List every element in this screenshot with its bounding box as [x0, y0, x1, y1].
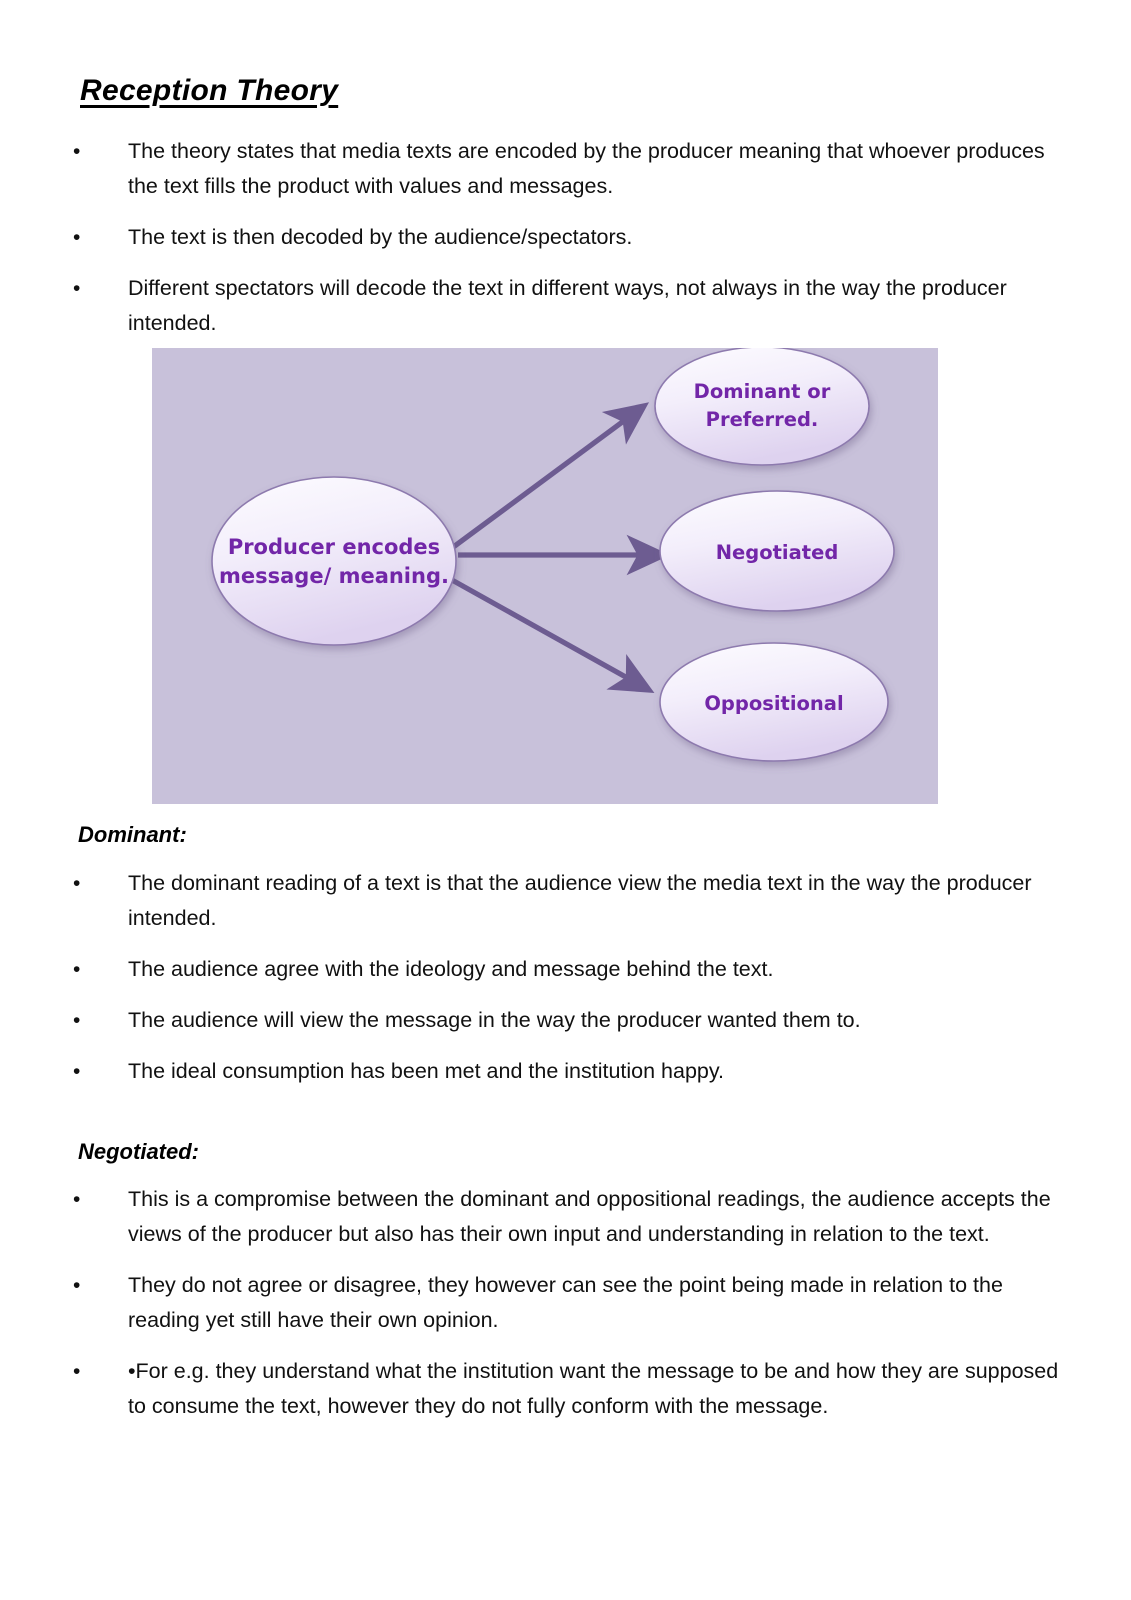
bullet-glyph: • — [73, 1188, 81, 1211]
node-label-line1: Producer encodes — [227, 535, 441, 559]
bullet-glyph: • — [73, 872, 81, 895]
node-label-line1: Dominant or — [693, 380, 831, 403]
list-item-text: •For e.g. they understand what the institution want the message to be and how they are supposed to consume the text, however they do not fully conform with the message. — [128, 1359, 1059, 1418]
intro-bullet-list — [62, 134, 1062, 341]
bullet-glyph: • — [73, 1060, 81, 1083]
list-item — [62, 952, 1062, 987]
bullet-glyph: • — [73, 226, 81, 249]
list-item — [62, 866, 1062, 936]
bullet-glyph: • — [73, 1009, 81, 1032]
node-label-line1: Negotiated — [715, 541, 839, 564]
list-item — [62, 1054, 1062, 1089]
list-item-text: The audience agree with the ideology and message behind the text. — [128, 957, 774, 981]
list-item — [62, 271, 1062, 341]
page-title: Reception Theory — [80, 74, 339, 107]
dominant-bullet-list — [62, 866, 1062, 1089]
node-label-line1: Oppositional — [704, 692, 844, 715]
arrow-to-oppositional — [452, 580, 649, 690]
node-shape — [655, 348, 869, 465]
negotiated-bullet-list — [62, 1182, 1062, 1424]
reception-theory-diagram — [152, 348, 938, 804]
section-heading-dominant: Dominant: — [78, 822, 187, 847]
bullet-glyph: • — [73, 277, 81, 300]
bullet-glyph: • — [73, 1274, 81, 1297]
list-item-text: The ideal consumption has been met and the institution happy. — [128, 1059, 725, 1083]
list-item — [62, 134, 1062, 204]
node-shape — [212, 477, 456, 645]
node-negotiated — [660, 491, 894, 611]
bullet-glyph: • — [73, 1360, 81, 1383]
list-item — [62, 220, 1062, 255]
diagram-arrows — [452, 406, 664, 690]
node-label-line2: Preferred. — [705, 408, 819, 431]
list-item — [62, 1003, 1062, 1038]
node-label-line2: message/ meaning. — [219, 564, 449, 588]
list-item-text: The dominant reading of a text is that the audience view the media text in the way the producer intended. — [128, 871, 1032, 930]
list-item-text: The audience will view the message in the way the producer wanted them to. — [128, 1008, 861, 1032]
list-item-text: The text is then decoded by the audience/spectators. — [128, 225, 633, 249]
list-item-text: This is a compromise between the dominant and oppositional readings, the audience accepts the views of the producer but also has their own input and understanding in relation to the text. — [128, 1187, 1051, 1246]
arrow-to-dominant — [452, 406, 644, 548]
node-dominant-preferred — [655, 348, 869, 465]
list-item-text: Different spectators will decode the text in different ways, not always in the way the producer intended. — [128, 276, 1007, 335]
bullet-glyph: • — [73, 140, 81, 163]
bullet-glyph: • — [73, 958, 81, 981]
list-item-text: They do not agree or disagree, they however can see the point being made in relation to the reading yet still have their own opinion. — [128, 1273, 1003, 1332]
list-item — [62, 1268, 1062, 1338]
section-heading-negotiated: Negotiated: — [78, 1139, 199, 1164]
diagram-canvas — [152, 348, 938, 804]
node-oppositional — [660, 643, 888, 761]
list-item — [62, 1354, 1062, 1424]
list-item — [62, 1182, 1062, 1252]
list-item-text: The theory states that media texts are encoded by the producer meaning that whoever produces the text fills the product with values and messages. — [128, 139, 1045, 198]
node-producer-encodes — [212, 477, 456, 645]
